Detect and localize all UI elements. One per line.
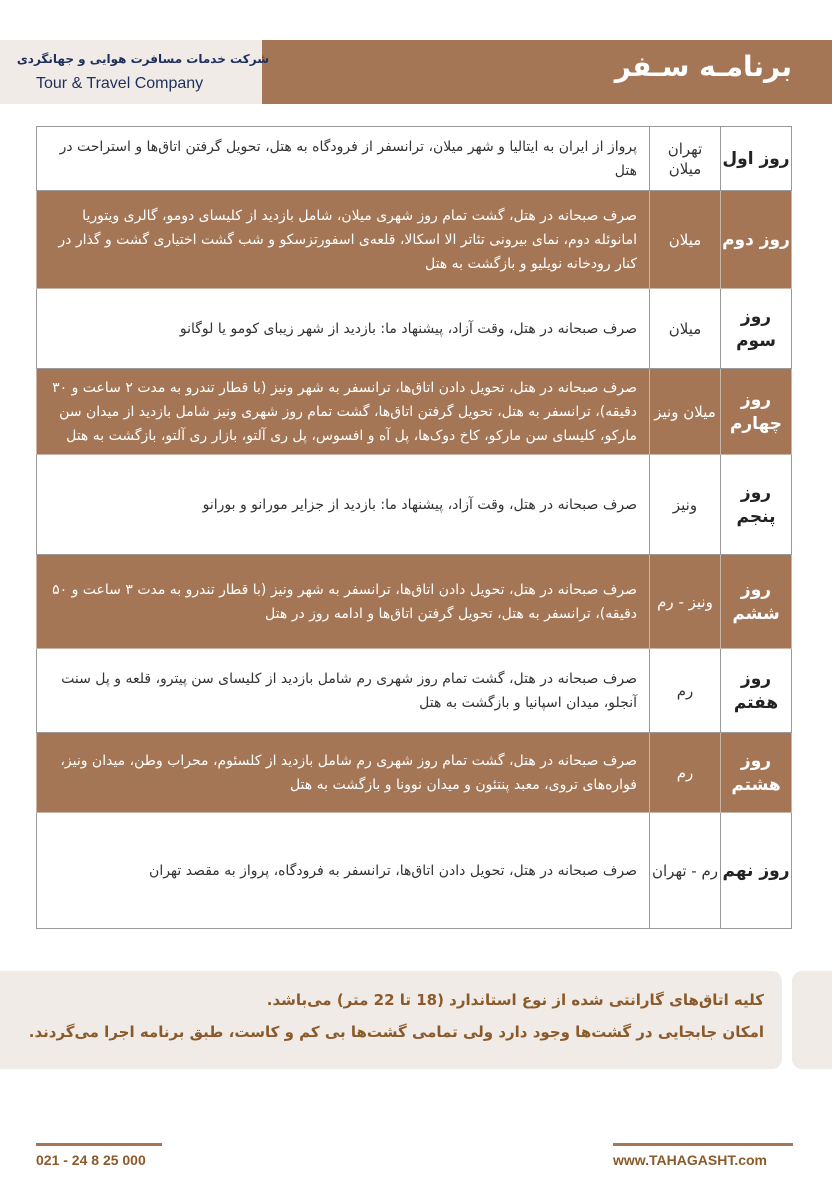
note-line: امکان جابجایی در گشت‌ها وجود دارد ولی تمامی گشت‌ها بی کم و کاست، طبق برنامه اجرا می‌گردند. xyxy=(28,1023,764,1041)
day-cell: روز نهم xyxy=(721,813,792,929)
description-cell: صرف صبحانه در هتل، گشت تمام روز شهری رم شامل بازدید از کلسئوم، محراب وطن، میدان ونیز، فواره‌های تروی، معبد پنتئون و میدان نوونا و بازگشت به هتل xyxy=(37,733,650,813)
city-cell: ونیز - رم xyxy=(650,555,721,649)
footer-website[interactable]: www.TAHAGASHT.com xyxy=(613,1152,768,1168)
day-cell: روز هفتم xyxy=(721,649,792,733)
day-cell: روز هشتم xyxy=(721,733,792,813)
description-cell: صرف صبحانه در هتل، وقت آزاد، پیشنهاد ما: بازدید از شهر زیبای کومو یا لوگانو xyxy=(37,289,650,369)
company-name-fa: شرکت خدمات مسافرت هوایی و جهانگردی xyxy=(16,52,269,66)
day-cell: روز اول xyxy=(721,127,792,191)
table-row xyxy=(37,191,792,289)
description-cell: صرف صبحانه در هتل، گشت تمام روز شهری میلان، شامل بازدید از کلیسای دومو، گالری ویتوریا امانوئله دوم، نمای بیرونی تئاتر الا اسکالا، قلعه‌ی اسفورتزسکو و شب گشت اختیاری گشت و گذار در کنار رودخانه نویلیو و بازگشت به هتل xyxy=(37,191,650,289)
day-cell: روز سوم xyxy=(721,289,792,369)
city-cell: میلان xyxy=(650,289,721,369)
description-cell: پرواز از ایران به ایتالیا و شهر میلان، ترانسفر از فرودگاه به هتل، تحویل گرفتن اتاق‌ها و استراحت در هتل xyxy=(37,127,650,191)
city-cell: رم xyxy=(650,733,721,813)
notes-panel xyxy=(0,971,782,1069)
description-cell: صرف صبحانه در هتل، وقت آزاد، پیشنهاد ما: بازدید از جزایر مورانو و بورانو xyxy=(37,455,650,555)
footer-rule-left xyxy=(36,1143,162,1146)
table-row xyxy=(37,555,792,649)
city-cell: میلان xyxy=(650,191,721,289)
description-cell: صرف صبحانه در هتل، تحویل دادن اتاق‌ها، ترانسفر به فرودگاه، پرواز به مقصد تهران xyxy=(37,813,650,929)
day-cell: روز چهارم xyxy=(721,369,792,455)
page-title: برنامـه سـفر xyxy=(614,50,792,83)
note-line: کلیه اتاق‌های گارانتی شده از نوع استاندارد (18 تا 22 متر) می‌باشد. xyxy=(266,991,764,1009)
city-cell: میلان ونیز xyxy=(650,369,721,455)
description-cell: صرف صبحانه در هتل، گشت تمام روز شهری رم شامل بازدید از کلیسای سن پیترو، قلعه و پل سنت آنجلو، میدان اسپانیا و بازگشت به هتل xyxy=(37,649,650,733)
day-cell: روز دوم xyxy=(721,191,792,289)
company-box xyxy=(0,40,269,104)
description-cell: صرف صبحانه در هتل، تحویل دادن اتاق‌ها، ترانسفر به شهر ونیز (با قطار تندرو به مدت ۳ ساعت و ۵۰ دقیقه)، ترانسفر به هتل، تحویل گرفتن اتاق‌ها و ادامه روز در هتل xyxy=(37,555,650,649)
page-header xyxy=(0,40,832,104)
notes-tab xyxy=(792,971,832,1069)
city-cell: رم xyxy=(650,649,721,733)
city-cell: ونیز xyxy=(650,455,721,555)
table-row xyxy=(37,369,792,455)
itinerary-table xyxy=(36,126,792,929)
table-row xyxy=(37,289,792,369)
table-row xyxy=(37,455,792,555)
table-row xyxy=(37,649,792,733)
city-cell: تهران میلان xyxy=(650,127,721,191)
city-cell: رم - تهران xyxy=(650,813,721,929)
company-name-en: Tour & Travel Company xyxy=(36,75,204,92)
table-row xyxy=(37,127,792,191)
description-cell: صرف صبحانه در هتل، تحویل دادن اتاق‌ها، ترانسفر به شهر ونیز (با قطار تندرو به مدت ۲ ساعت و ۳۰ دقیقه)، ترانسفر به هتل، تحویل گرفتن اتاق‌ها، گشت تمام روز شهری ونیز شامل بازدید از میدان سن مارکو، کلیسای سن مارکو، کاخ دوک‌ها، پل آه و افسوس، پل ری آلتو، بازار ری آلتو، بازگشت به هتل xyxy=(37,369,650,455)
day-cell: روز پنجم xyxy=(721,455,792,555)
footer-phone: 021 - 24 8 25 000 xyxy=(36,1152,146,1168)
table-row xyxy=(37,813,792,929)
table-row xyxy=(37,733,792,813)
footer-rule-right xyxy=(613,1143,793,1146)
day-cell: روز ششم xyxy=(721,555,792,649)
